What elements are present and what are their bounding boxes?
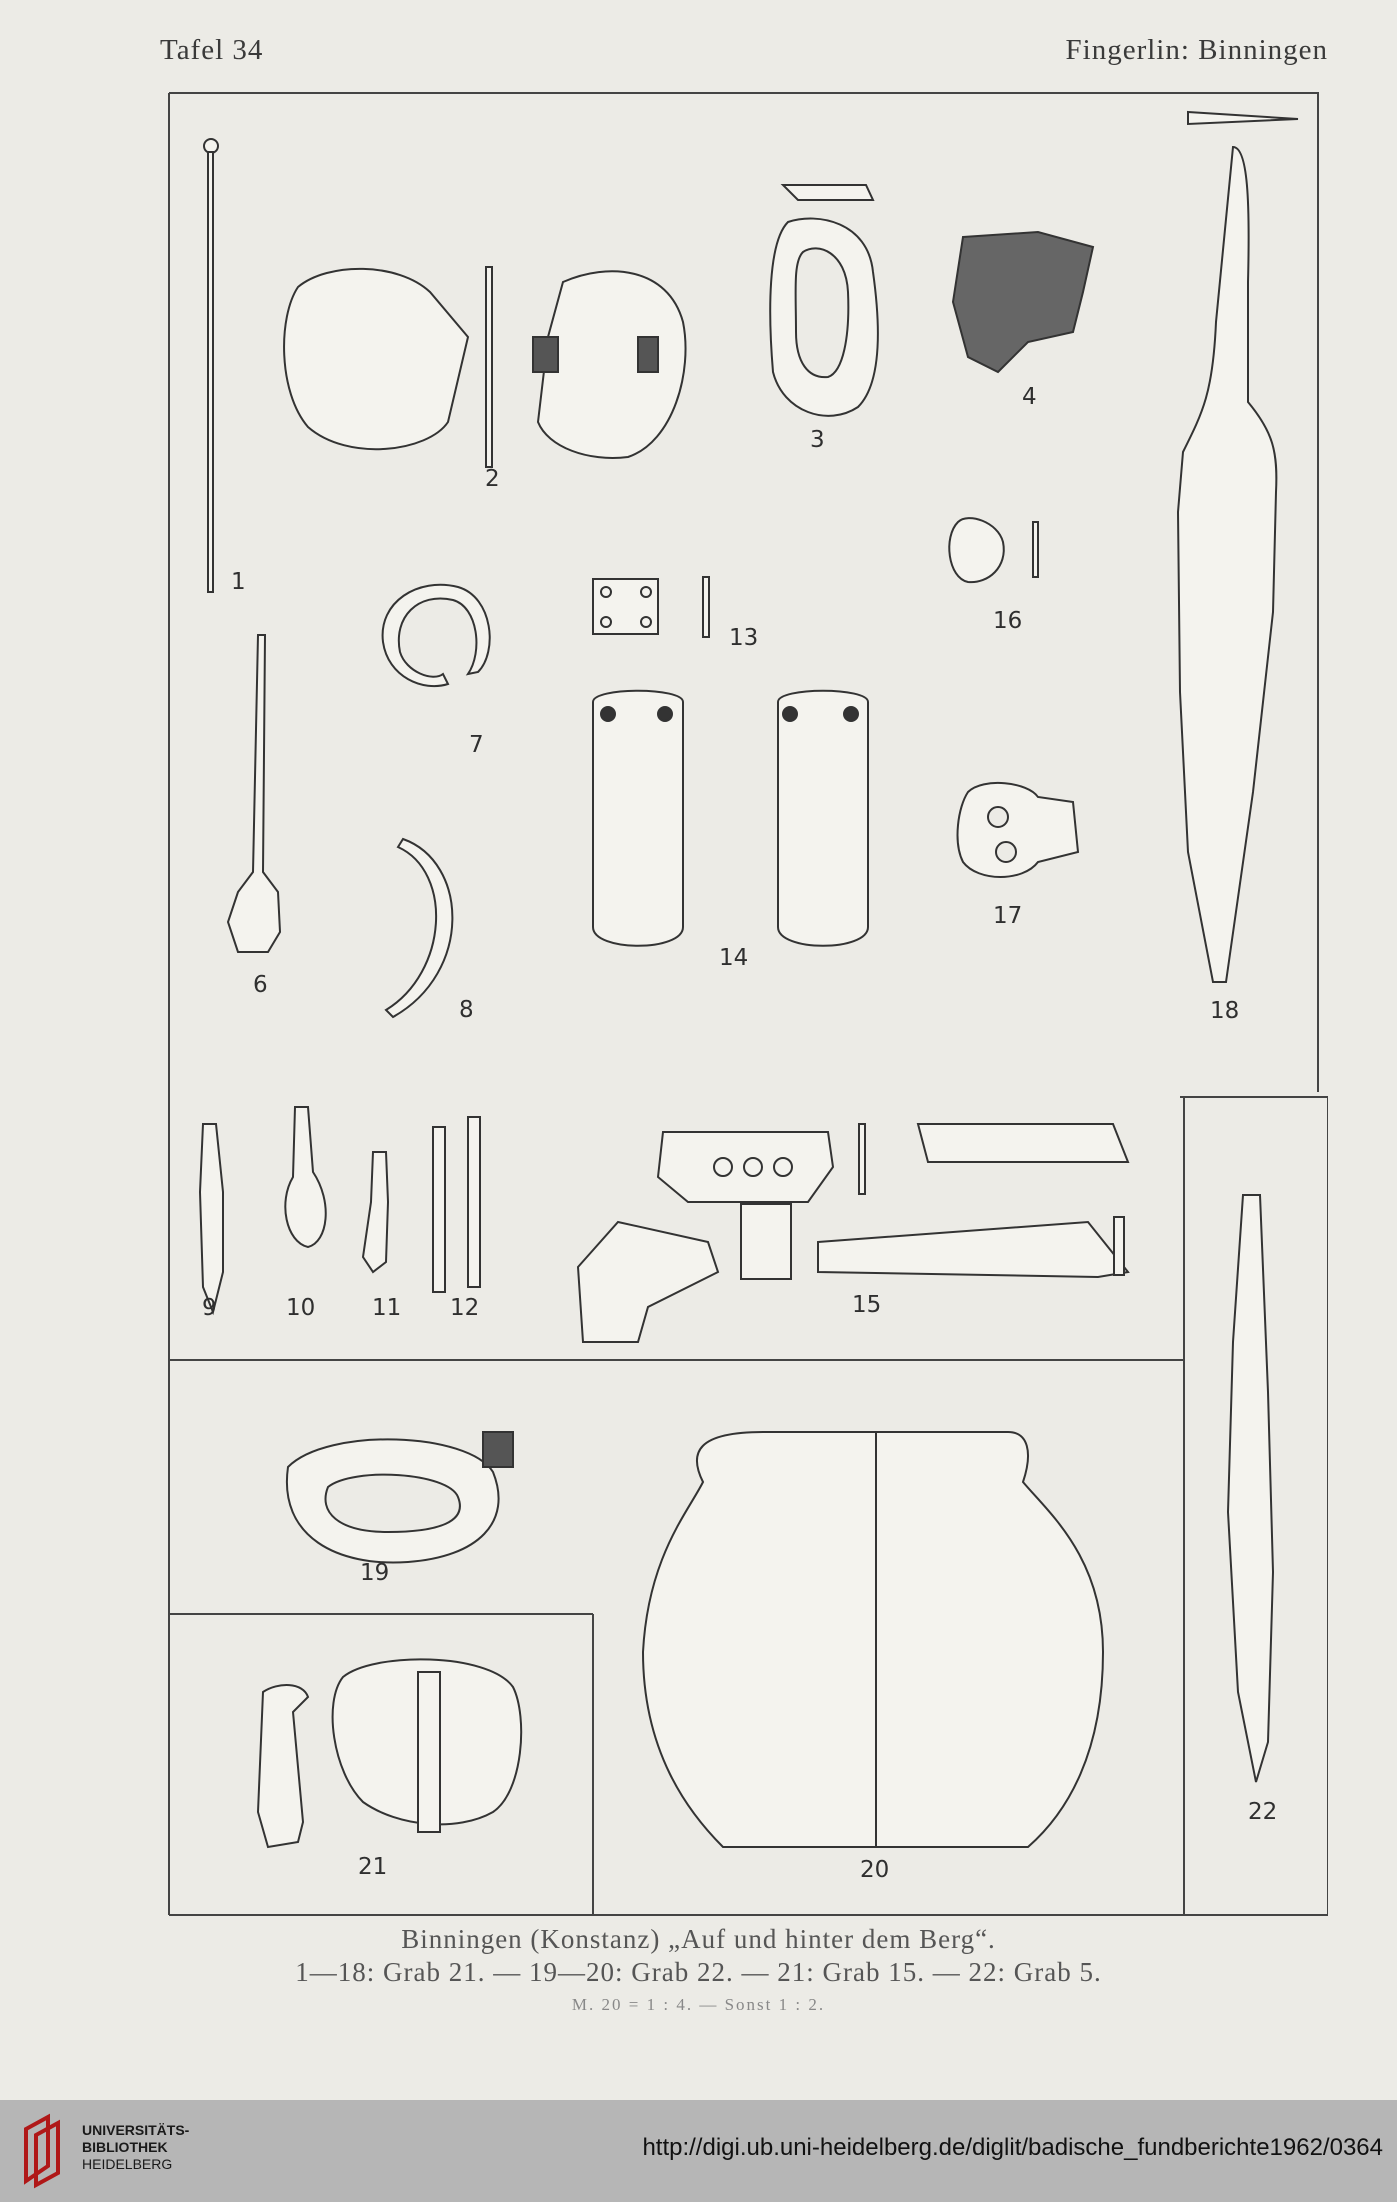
library-name: UNIVERSITÄTS- BIBLIOTHEK HEIDELBERG bbox=[82, 2122, 190, 2172]
figure-number: 8 bbox=[459, 997, 474, 1023]
figure-number: 10 bbox=[286, 1295, 316, 1321]
figure-number: 12 bbox=[450, 1295, 480, 1321]
fig2-profile bbox=[486, 267, 492, 467]
frame-outline bbox=[169, 93, 1318, 1092]
figure-number: 9 bbox=[202, 1295, 217, 1321]
fig12-rod-a bbox=[433, 1127, 445, 1292]
fig16-rivet bbox=[949, 518, 1003, 582]
caption-graves: 1—18: Grab 21. — 19—20: Grab 22. — 21: Grab 15. — 22: Grab 5. bbox=[295, 1957, 1102, 1987]
figure-number: 22 bbox=[1248, 1799, 1278, 1825]
figure-number: 7 bbox=[469, 732, 484, 758]
figure-number: 17 bbox=[993, 903, 1023, 929]
fig12-rod-b bbox=[468, 1117, 480, 1287]
fig15-comb-long bbox=[818, 1222, 1128, 1277]
figure-number: 19 bbox=[360, 1560, 390, 1586]
figure-number: 20 bbox=[860, 1857, 890, 1883]
library-footer bbox=[0, 2100, 1397, 2202]
fig6-object bbox=[228, 635, 280, 952]
figure-number: 11 bbox=[372, 1295, 402, 1321]
plate-label: Tafel 34 bbox=[160, 34, 264, 66]
fig14-strap-right bbox=[778, 691, 868, 946]
fig11-object bbox=[363, 1152, 388, 1272]
figure-number: 15 bbox=[852, 1292, 882, 1318]
source-url-link[interactable]: http://digi.ub.uni-heidelberg.de/diglit/badische_fundberichte1962/0364 bbox=[642, 2134, 1383, 2161]
fig18-knife bbox=[1178, 147, 1276, 982]
figure-plate bbox=[168, 92, 1328, 1917]
figure-number: 6 bbox=[253, 972, 268, 998]
fig8-crescent bbox=[386, 839, 452, 1017]
library-logo-icon bbox=[18, 2111, 68, 2191]
caption-scale: M. 20 = 1 : 4. — Sonst 1 : 2. bbox=[571, 1995, 826, 2014]
fig22-blade bbox=[1228, 1195, 1273, 1782]
fig2-disc-left bbox=[284, 269, 468, 449]
fig1-pin-head bbox=[204, 139, 218, 153]
fig14-strap-left bbox=[593, 691, 683, 946]
plate-drawings bbox=[168, 92, 1328, 1917]
fig10-object bbox=[285, 1107, 325, 1247]
figure-number: 3 bbox=[810, 427, 825, 453]
fig20-vessel bbox=[643, 1432, 1103, 1847]
fig9-object bbox=[200, 1124, 223, 1312]
caption-title: Binningen (Konstanz) „Auf und hinter dem Berg“. bbox=[401, 1924, 996, 1954]
fig21-tongue bbox=[258, 1685, 308, 1847]
fig17-fitting bbox=[958, 783, 1078, 877]
figure-number: 14 bbox=[719, 945, 749, 971]
figure-number: 2 bbox=[485, 466, 500, 492]
figure-number: 16 bbox=[993, 608, 1023, 634]
running-title: Fingerlin: Binningen bbox=[1065, 34, 1328, 66]
fig4-fragment bbox=[953, 232, 1093, 372]
fig7-ring bbox=[383, 585, 490, 686]
fig15-comb-side bbox=[578, 1222, 718, 1342]
figure-number: 21 bbox=[358, 1854, 388, 1880]
fig1-pin bbox=[208, 152, 213, 592]
figure-number: 4 bbox=[1022, 384, 1037, 410]
figure-number: 18 bbox=[1210, 998, 1240, 1024]
fig2-disc-right bbox=[538, 271, 686, 458]
figure-number: 13 bbox=[729, 625, 759, 651]
figure-number: 1 bbox=[231, 569, 246, 595]
